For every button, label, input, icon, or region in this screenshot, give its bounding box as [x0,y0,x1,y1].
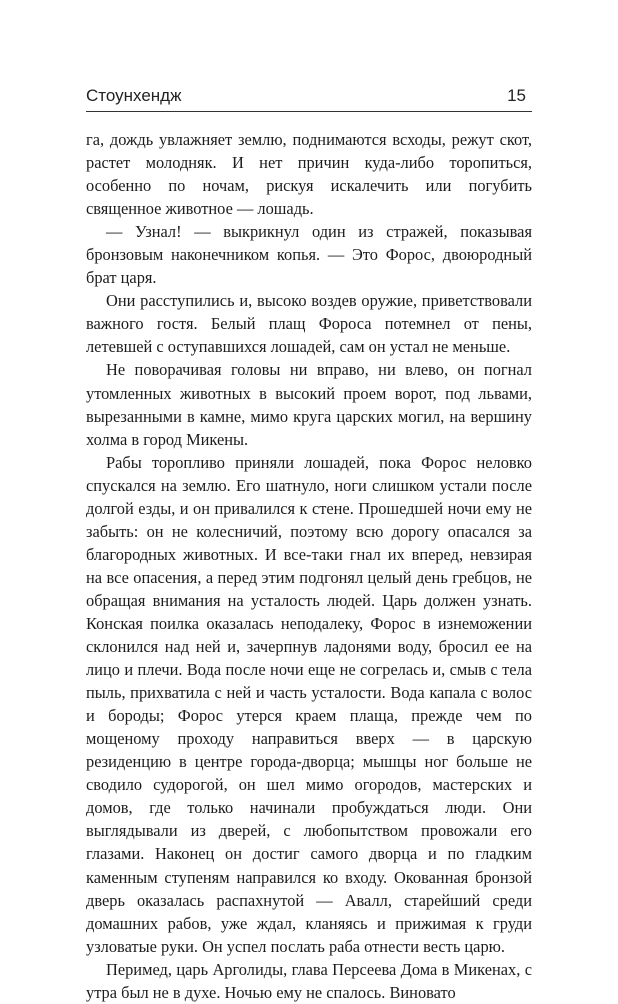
paragraph: — Узнал! — выкрикнул один из стражей, показывая бронзовым наконечником копья. — Это Форос, двоюродный брат царя. [86,222,532,288]
paragraph: Перимед, царь Арголиды, глава Персеева Дома в Микенах, с утра был не в духе. Ночью ему не спалось. Виновато [86,959,532,1002]
body-text [86,128,532,1004]
paragraph: Не поворачивая головы ни вправо, ни влево, он погнал утомленных животных в высокий проем ворот, под львами, вырезанными в камне, мимо круга царских могил, на вершину холма в город Микены. [86,360,532,449]
running-head [86,86,532,108]
page-number: 15 [507,86,526,105]
running-title: Стоунхендж [86,86,182,105]
paragraph: Рабы торопливо приняли лошадей, пока Форос неловко спускался на землю. Его шатнуло, ноги слишком устали после долгой езды, и он привалился к стене. Прошедшей ночи ему не забыть: он не колесничий, поэтому всю дорогу опасался за благородных животных. И все-таки гнал их вперед, невзирая на все опасения, а перед этим подгонял целый день гребцов, не обращая внимания на усталость людей. Царь должен узнать. Конская поилка оказалась неподалеку, Форос в изнеможении склонился над ней и, зачерпнув ладонями воду, бросил ее на лицо и плечи. Вода после ночи еще не согрелась и, смыв с тела пыль, прихватила с ней и часть усталости. Вода капала с волос и бороды; Форос утерся краем плаща, прежде чем по мощеному проходу направиться вверх — в царскую резиденцию в центре города-дворца; мышцы ног больше не сводило судорогой, он шел мимо огородов, мастерских и домов, где только начинали пробуждаться люди. Они выглядывали из дверей, с любопытством провожали его глазами. Наконец он достиг самого дворца и по гладким каменным ступеням направился ко входу. Окованная бронзой дверь оказалась распахнутой — Авалл, старейший среди домашних рабов, уже ждал, кланяясь и прижимая к груди узловатые руки. Он успел послать раба отнести весть царю. [86,452,532,956]
paragraph-continuation: га, дождь увлажняет землю, поднимаются всходы, режут скот, растет молодняк. И нет причин куда-либо торопиться, особенно по ночам, рискуя искалечить или погубить священное животное — лошадь. [86,130,532,219]
paragraph: Они расступились и, высоко воздев оружие, приветствовали важного гостя. Белый плащ Фороса потемнел от пены, летевшей с оступавшихся лошадей, сам он устал не меньше. [86,291,532,357]
header-rule [86,111,532,112]
